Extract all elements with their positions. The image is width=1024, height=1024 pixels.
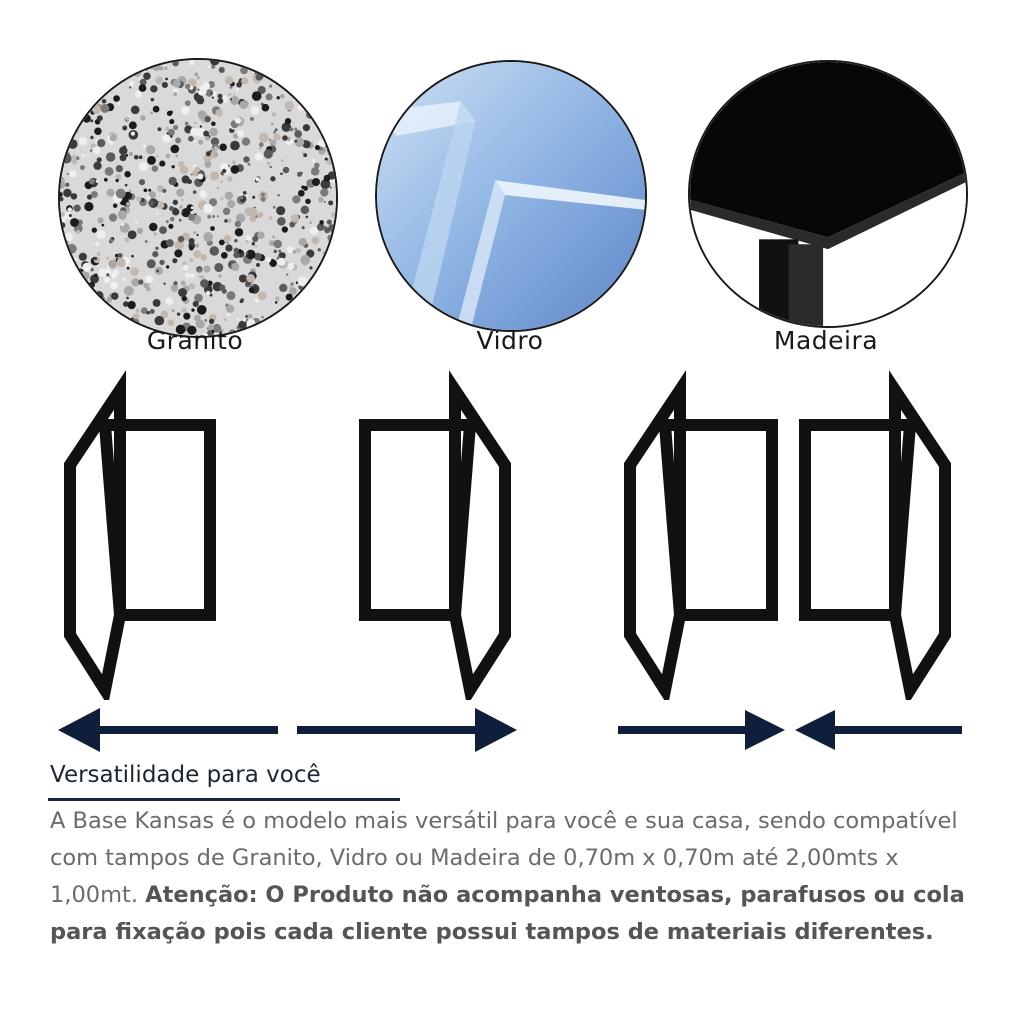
title-underline (48, 798, 400, 801)
section-title: Versatilidade para você (50, 762, 321, 788)
granite-swatch (58, 58, 338, 338)
glass-label: Vidro (476, 326, 544, 355)
glass-swatch (375, 60, 647, 332)
description-warning: Atenção: O Produto não acompanha ventosas, parafusos ou cola para fixação pois cada cliente possui tampos de materiais diferentes. (50, 882, 965, 945)
wood-label: Madeira (773, 326, 879, 355)
arrow-left-icon (795, 710, 962, 750)
arrow-left-icon (58, 708, 278, 752)
table-base-frame-3 (630, 390, 772, 690)
product-description (50, 803, 980, 951)
direction-arrows (0, 700, 1024, 760)
arrow-right-icon (618, 710, 785, 750)
table-base-frame-4 (805, 390, 945, 690)
arrow-right-icon (297, 708, 517, 752)
wood-swatch (688, 60, 968, 328)
table-base-frame-1 (70, 390, 210, 690)
granite-label: Granito (146, 326, 244, 355)
table-bases (0, 370, 1024, 700)
table-base-frame-2 (365, 390, 505, 690)
description-text: A Base Kansas é o modelo mais versátil para você e sua casa, sendo compatível com tampos de Granito, Vidro ou Madeira de 0,70m x 0,70m até 2,00mts x 1,00mt. (50, 808, 958, 908)
